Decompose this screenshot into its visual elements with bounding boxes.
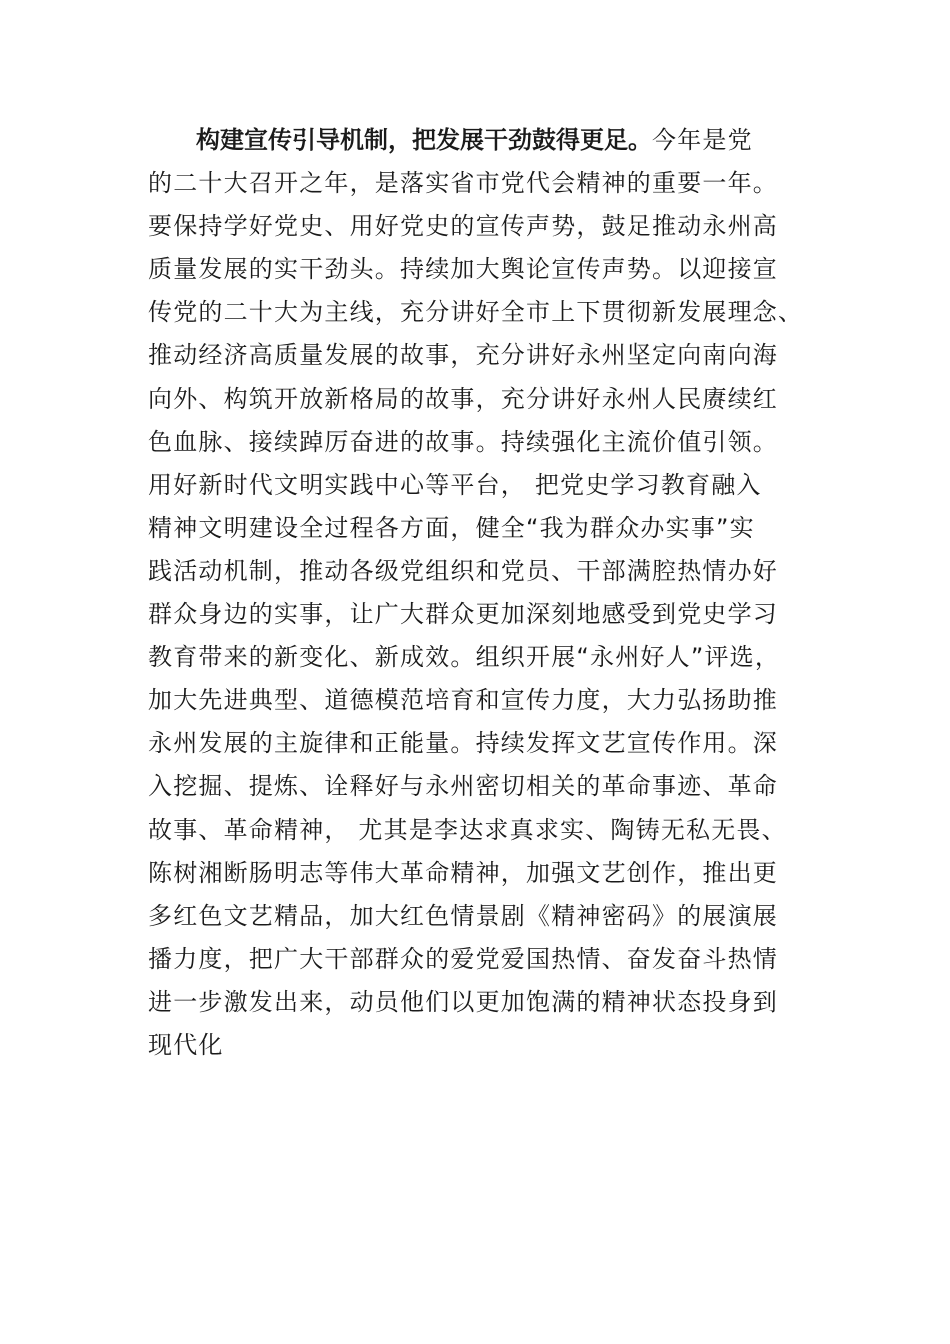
text-line: 践活动机制，推动各级党组织和党员、干部满腔热情办好	[148, 556, 778, 585]
paragraph-heading: 构建宣传引导机制，把发展干劲鼓得更足。	[196, 126, 652, 154]
text-line: 精神文明建设全过程各方面，健全“我为群众办实事”实	[148, 513, 755, 542]
text-line: 永州发展的主旋律和正能量。持续发挥文艺宣传作用。深	[148, 729, 778, 758]
text-line: 入挖掘、提炼、诠释好与永州密切相关的革命事迹、革命	[148, 772, 778, 801]
text-line: 色血脉、接续踔厉奋进的故事。持续强化主流价值引领。	[148, 427, 778, 456]
text-line: 现代化	[148, 1030, 224, 1059]
text-line: 质量发展的实干劲头。持续加大舆论宣传声势。以迎接宣	[148, 255, 778, 284]
text-line: 播力度，把广大干部群众的爱党爱国热情、奋发奋斗热情	[148, 944, 778, 973]
text-line: 要保持学好党史、用好党史的宣传声势，鼓足推动永州高	[148, 212, 778, 241]
text-line: 群众身边的实事，让广大群众更加深刻地感受到党史学习	[148, 600, 778, 629]
text-line: 的二十大召开之年，是落实省市党代会精神的重要一年。	[148, 169, 778, 198]
text-line: 加大先进典型、道德模范培育和宣传力度，大力弘扬助推	[148, 686, 778, 715]
text-line: 推动经济高质量发展的故事，充分讲好永州坚定向南向海	[148, 341, 778, 370]
paragraph-first-line	[148, 119, 838, 162]
text-line: 故事、革命精神， 尤其是李达求真求实、陶铸无私无畏、	[148, 815, 787, 844]
text-line: 进一步激发出来，动员他们以更加饱满的精神状态投身到	[148, 987, 778, 1016]
text-line: 用好新时代文明实践中心等平台， 把党史学习教育融入	[148, 470, 762, 499]
text-line: 传党的二十大为主线，充分讲好全市上下贯彻新发展理念、	[148, 298, 804, 327]
body-paragraph	[148, 119, 838, 1067]
text-line: 向外、构筑开放新格局的故事，充分讲好永州人民赓续红	[148, 384, 778, 413]
text-line: 多红色文艺精品，加大红色情景剧《精神密码》的展演展	[148, 901, 778, 930]
text-line: 陈树湘断肠明志等伟大革命精神，加强文艺创作，推出更	[148, 858, 778, 887]
text-line: 教育带来的新变化、新成效。组织开展“永州好人”评选，	[148, 643, 781, 672]
first-line-text: 今年是党	[652, 126, 753, 154]
